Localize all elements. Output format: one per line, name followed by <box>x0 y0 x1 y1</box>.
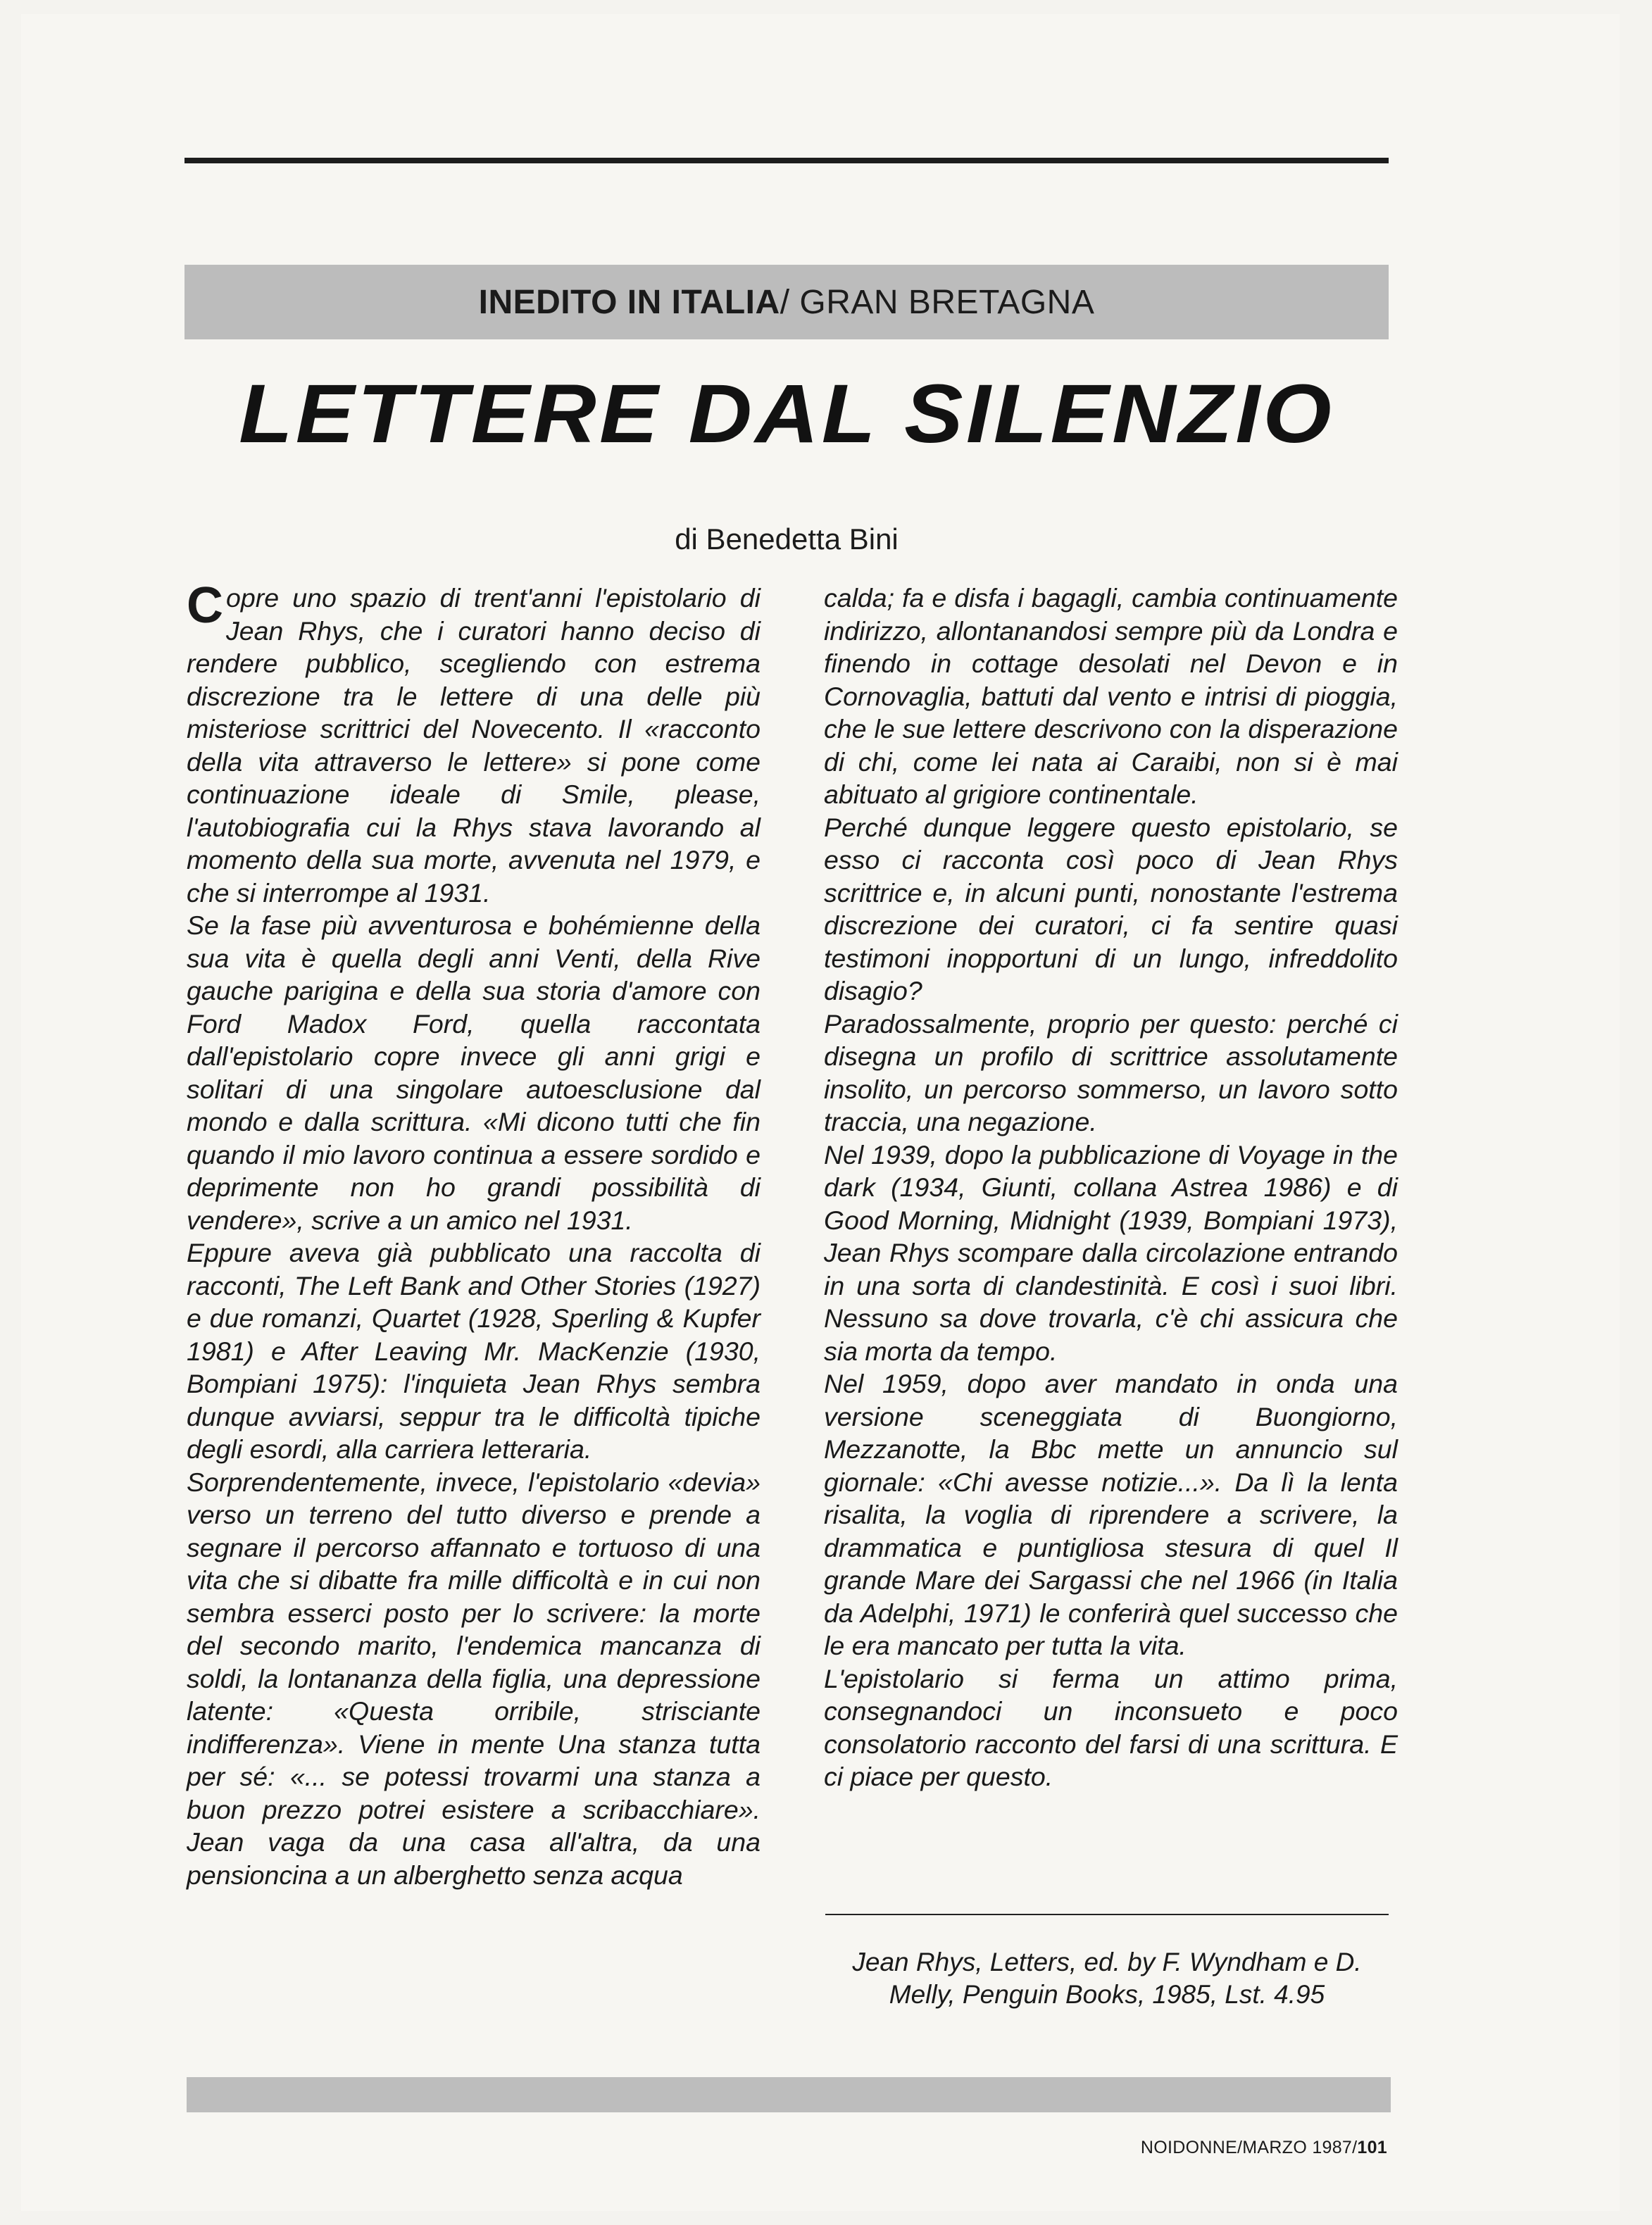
paragraph: L'epistolario si ferma un attimo prima, consegnandoci un inconsueto e poco consolatorio racconto del farsi di una scrittura. E ci piace per questo. <box>824 1663 1398 1791</box>
top-rule <box>184 158 1389 163</box>
byline: di Benedetta Bini <box>675 522 899 556</box>
paragraph: Perché dunque leggere questo epistolario, se esso ci racconta così poco di Jean Rhys scrittrice e, in alcuni punti, nonostante l'estrema discrezione dei curatori, ci fa sentire quasi testimoni inopportuni di un lungo, infreddolito disagio? <box>824 812 1398 1005</box>
page-number: 101 <box>1357 2138 1387 2157</box>
drop-cap: C <box>187 577 223 634</box>
paragraph: Nel 1939, dopo la pubblicazione di Voyage in the dark (1934, Giunti, collana Astrea 1986) e di Good Morning, Midnight (1939, Bompiani 1973), Jean Rhys scompare dalla circolazione entrando in una sorta di clandestinità. E così i suoi libri. Nessuno sa dove trovarla, c'è chi assicura che sia morta da tempo. <box>824 1139 1398 1366</box>
bottom-band <box>187 2077 1391 2112</box>
paragraph-text: opre uno spazio di trent'anni l'epistolario di Jean Rhys, che i curatori hanno deciso di rendere pubblico, scegliendo con estrema discrezione tra le lettere di una delle più misteriose scrittrici del Novecento. Il «racconto della vita attraverso le lettere» si pone come continuazione ideale di Smile, please, l'autobiografia cui la Rhys stava lavorando al momento della sua morte, avvenuta nel 1979, e che si interrompe al 1931. <box>187 583 761 908</box>
right-column <box>824 582 1398 1793</box>
paragraph: Sorprendentemente, invece, l'epistolario «devia» verso un terreno del tutto diverso e prende a segnare il percorso affannato e tortuoso di una vita che si dibatte fra mille difficoltà e in cui non sembra esserci posto per lo scrivere: la morte del secondo marito, l'endemica mancanza di soldi, la lontananza della figlia, una depressione latente: «Questa orribile, strisciante indifferenza». Viene in mente Una stanza tutta per sé: «... se potessi trovarmi una stanza a buon prezzo potrei esistere a scribacchiare». Jean vaga da una casa all'altra, da una pensioncina a un alberghetto senza acqua <box>187 1467 761 1890</box>
paragraph: Eppure aveva già pubblicato una raccolta di racconti, The Left Bank and Other Stories (1927) e due romanzi, Quartet (1928, Sperling & Kupfer 1981) e After Leaving Mr. MacKenzie (1930, Bompiani 1975): l'inquieta Jean Rhys sembra dunque avviarsi, seppur tra le difficoltà tipiche degli esordi, alla carriera letteraria. <box>187 1238 761 1464</box>
folio-text: NOIDONNE/MARZO 1987/ <box>1140 2138 1358 2157</box>
page-folio <box>1141 2138 1387 2158</box>
kicker-rest: / GRAN BRETAGNA <box>780 283 1095 321</box>
article-title: LETTERE DAL SILENZIO <box>239 368 1334 460</box>
paragraph: calda; fa e disfa i bagagli, cambia continuamente indirizzo, allontanandosi sempre più da Londra e finendo in cottage desolati nel Devon e in Cornovaglia, battuti dal vento e intrisi di pioggia, che le sue lettere descrivono con la disperazione di chi, come lei nata ai Caraibi, non si è mai abituato al grigiore continentale. <box>824 583 1398 809</box>
paragraph <box>187 577 761 909</box>
paragraph: Paradossalmente, proprio per questo: perché ci disegna un profilo di scrittrice assolutamente insolito, un percorso sommerso, un lavoro sotto traccia, una negazione. <box>824 1008 1398 1136</box>
paragraph: Nel 1959, dopo aver mandato in onda una versione sceneggiata di Buongiorno, Mezzanotte, la Bbc mette un annuncio sul giornale: «Chi avesse notizie...». Da lì la lenta risalita, la voglia di riprendere a scrivere, la drammatica e puntigliosa stesura di quel Il grande Mare dei Sargassi che nel 1966 (in Italia da Adelphi, 1971) le conferirà quel successo che le era mancato per tutta la vita. <box>824 1369 1398 1660</box>
kicker-bold: INEDITO IN ITALIA <box>478 283 780 321</box>
paragraph: Se la fase più avventurosa e bohémienne della sua vita è quella degli anni Venti, della Rive gauche parigina e della sua storia d'amore con Ford Madox Ford, quella raccontata dall'epistolario copre invece gli anni grigi e solitari di una singolare autoesclusione dal mondo e dalla scrittura. «Mi dicono tutti che fin quando il mio lavoro continua a essere sordido e deprimente non ho grandi possibilità di vendere», scrive a un amico nel 1931. <box>187 910 761 1235</box>
section-kicker <box>184 265 1389 339</box>
reference-rule <box>825 1914 1389 1915</box>
left-column <box>187 577 761 1891</box>
book-reference: Jean Rhys, Letters, ed. by F. Wyndham e D. Melly, Penguin Books, 1985, Lst. 4.95 <box>852 1948 1362 2009</box>
